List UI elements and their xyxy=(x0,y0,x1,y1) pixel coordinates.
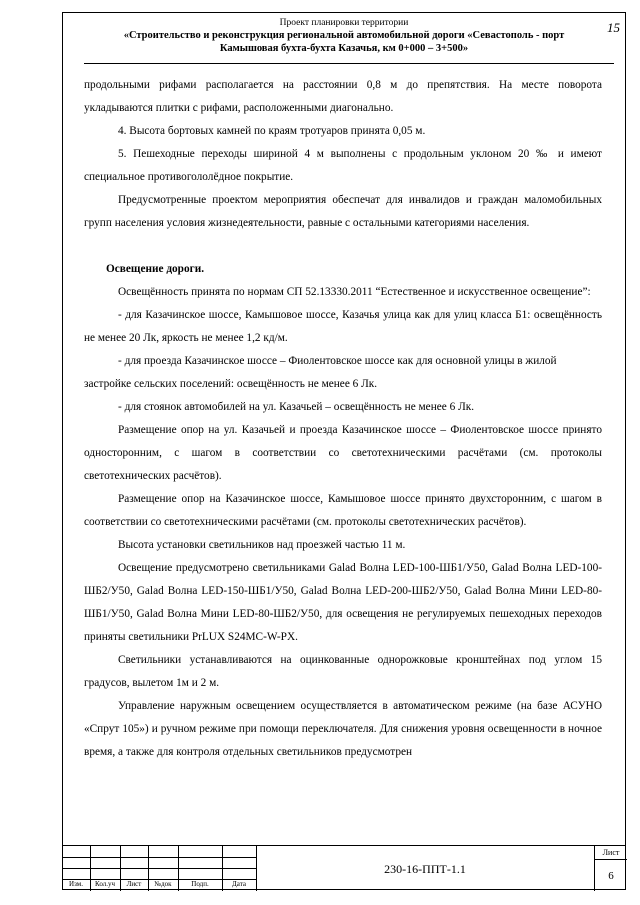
paragraph: Управление наружным освещением осуществляется в автоматическом режиме (на базе АСУНО «Спрут 105») и ручном режиме при помощи переключателя. Для снижения уровня освещенности в ночное время, а также для контроля отдельных светильников предусмотрен xyxy=(84,700,602,758)
page-number: 15 xyxy=(607,20,620,35)
header-divider xyxy=(84,63,614,64)
document-code: 230-16-ППТ-1.1 xyxy=(384,862,466,876)
paragraph: Предусмотренные проектом мероприятия обеспечат для инвалидов и граждан маломобильных групп населения условия жизнедеятельности, равные с остальными категориями населения. xyxy=(84,194,602,229)
paragraph: Размещение опор на Казачинское шоссе, Камышовое шоссе принято двухсторонним, с шагом в соответствии со светотехническими расчётами (см. протоколы светотехнических расчётов). xyxy=(84,493,602,528)
column-label: Кол.уч xyxy=(95,880,115,888)
header-line-1: Проект планировки территории xyxy=(279,18,409,28)
paragraph: застройке сельских поселений: освещённость не менее 6 Лк. xyxy=(84,378,378,390)
paragraph: - для Казачинское шоссе, Камышовое шоссе, Казачья улица как для улиц класса Б1: освещённость не менее 20 Лк, яркость не менее 1,2 кд/м. xyxy=(84,309,602,344)
header-line-3: Камышовая бухта-бухта Казачья, км 0+000 – 3+500» xyxy=(219,43,469,54)
spacer xyxy=(84,235,602,258)
header-line-2: «Строительство и реконструкция региональной автомобильной дороги «Севастополь - порт xyxy=(123,30,565,41)
column-label: Лист xyxy=(126,880,142,888)
paragraph: Освещённость принята по нормам СП 52.13330.2011 “Естественное и искусственное освещение”: xyxy=(118,286,591,298)
grid-row-line xyxy=(62,868,256,869)
sheet-number: 6 xyxy=(608,870,614,882)
paragraph: Высота установки светильников над проезжей частью 11 м. xyxy=(118,539,406,551)
paragraph: 4. Высота бортовых камней по краям тротуаров принята 0,05 м. xyxy=(118,125,426,137)
column-label: Подп. xyxy=(191,880,209,888)
title-block xyxy=(62,845,626,891)
column-label: Дата xyxy=(232,880,246,888)
paragraph: Освещение предусмотрено светильниками Galad Волна LED-100-ШБ1/У50, Galad Волна LED-100-ШБ2/У50, Galad Волна LED-150-ШБ1/У50, Galad Волна LED-200-ШБ2/У50, Galad Волна Мини LED-80-ШБ1/У50, Galad Волна Мини LED-80-ШБ2/У50, для освещения не регулируемых пешеходных переходов приняты светильники PrLUX S24MC-W-PX. xyxy=(84,562,602,643)
paragraph: - для стоянок автомобилей на ул. Казачьей – освещённость не менее 6 Лк. xyxy=(118,401,475,413)
paragraph: продольными рифами располагается на расстоянии 0,8 м до препятствия. На месте поворота укладываются плитки с рифами, расположенными диагонально. xyxy=(84,79,602,114)
grid-row-line xyxy=(62,857,256,858)
sheet-label: Лист xyxy=(602,848,620,857)
column-label: №док xyxy=(154,880,172,888)
column-label: Изм. xyxy=(69,880,83,888)
document-header xyxy=(62,18,626,55)
sheet-divider xyxy=(595,859,627,860)
paragraph: Светильники устанавливаются на оцинкованные однорожковые кронштейнах под углом 15 градусов, вылетом 1м и 2 м. xyxy=(84,654,602,689)
paragraph: - для проезда Казачинское шоссе – Фиолентовское шоссе как для основной улицы в жилой xyxy=(118,355,557,367)
sheet-box xyxy=(594,846,627,891)
document-body xyxy=(84,74,602,764)
paragraph: 5. Пешеходные переходы шириной 4 м выполнены с продольным уклоном 20 ‰ и имеют специальное противогололёдное покрытие. xyxy=(84,148,602,183)
revision-grid xyxy=(62,846,256,891)
paragraph: Размещение опор на ул. Казачьей и проезда Казачинское шоссе – Фиолентовское шоссе принято односторонним, с шагом в соответствии со светотехническими расчётами (см. протоколы светотехнических расчётов). xyxy=(84,424,602,482)
section-title: Освещение дороги. xyxy=(106,263,205,275)
